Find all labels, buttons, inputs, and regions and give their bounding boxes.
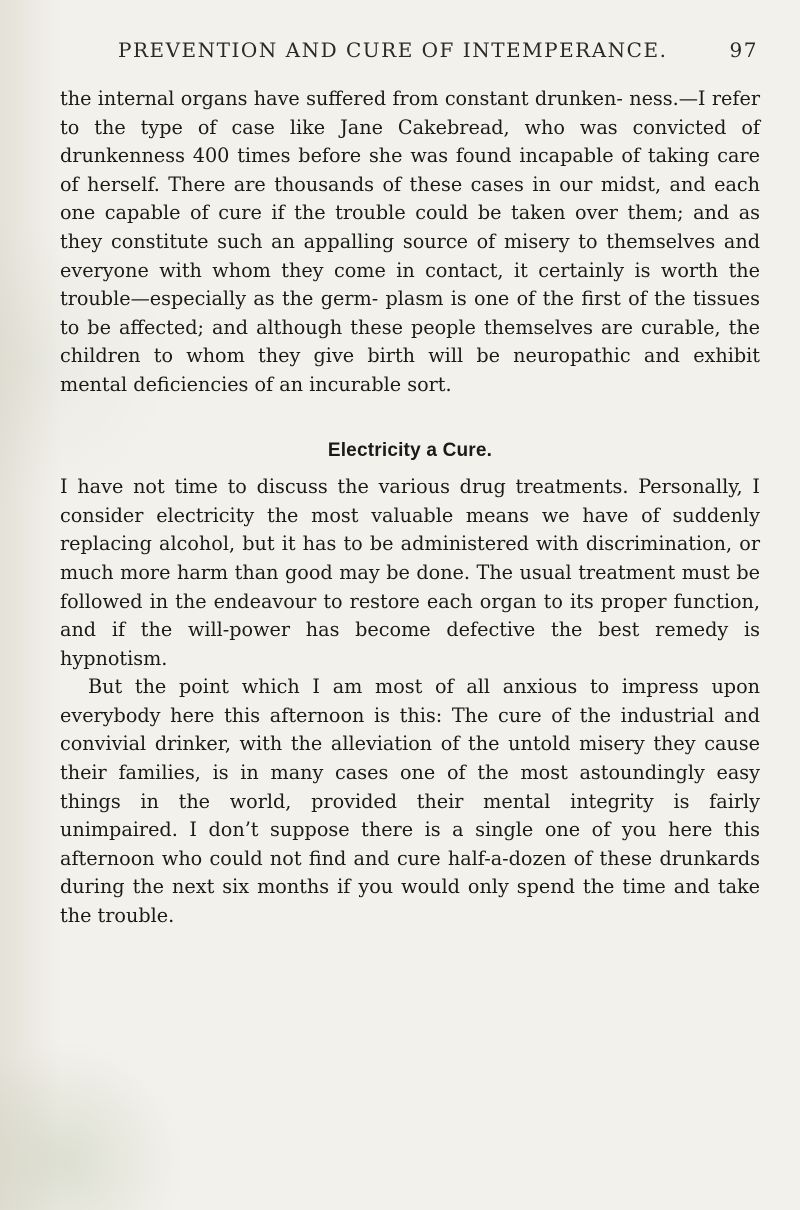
paragraph-continuation: the internal organs have suffered from constant drunken- ness.—I refer to the type of case like Jane Cakebread, who was convicted of drunkenness 400 times before she was found incapable of taking care of herself. There are thousands of these cases in our midst, and each one capable of cure if the trouble could be taken over them; and as they constitute such an appalling source of misery to themselves and everyone with whom they come in contact, it certainly is worth the trouble—especially as the germ- plasm is one of the first of the tissues to be affected; and although these people themselves are curable, the children to whom they give birth will be neuropathic and exhibit mental deficiencies of an incurable sort. [60, 87, 760, 396]
page-number: 97 [729, 38, 758, 62]
running-head-title: PREVENTION AND CURE OF INTEMPERANCE. [118, 38, 668, 62]
running-head [118, 38, 758, 62]
paragraph-main-point: But the point which I am most of all anxious to impress upon everybody here this afternoon is this: The cure of the industrial and convivial drinker, with the alleviation of the untold misery they cause their families, is in many cases one of the most astoundingly easy things in the world, provided their mental integrity is fairly unimpaired. I don’t suppose there is a single one of you here this afternoon who could not find and cure half-a-dozen of these drunkards during the next six months if you would only spend the time and take the trouble. [60, 675, 760, 928]
body-text [60, 85, 760, 931]
section-heading: Electricity a Cure. [327, 439, 493, 461]
paragraph-drug-treatments: I have not time to discuss the various drug treatments. Personally, I consider electricity the most valuable means we have of suddenly replacing alcohol, but it has to be administered with discrimination, or much more harm than good may be done. The usual treatment must be followed in the endeavour to restore each organ to its proper function, and if the will-power has become defective the best remedy is hypnotism. [60, 475, 760, 670]
